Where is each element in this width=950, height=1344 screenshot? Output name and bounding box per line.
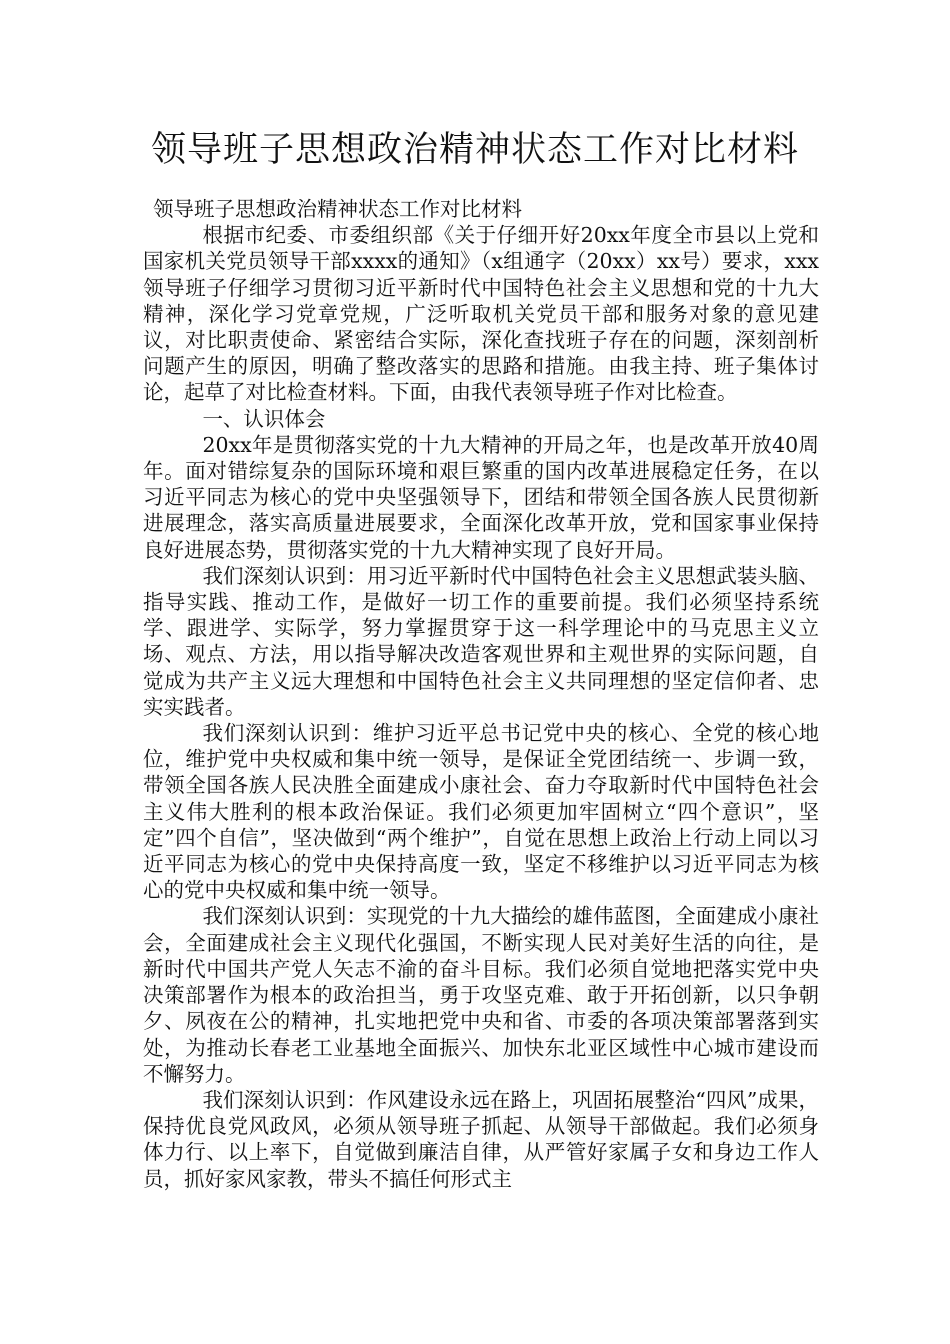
paragraph-intro: 根据市纪委、市委组织部《关于仔细开好20xx年度全市县以上党和国家机关党员领导干部xxxx的通知》（x组通字（20xx）xx号）要求，xxx领导班子仔细学习贯彻习近平新时代中国特色社会主义思想和党的十九大精神，深化学习党章党规，广泛听取机关党员干部和服务对象的意见建议，对比职责使命、紧密结合实际，深化查找班子存在的问题，深刻剖析问题产生的原因，明确了整改落实的思路和措施。由我主持、班子集体讨论，起草了对比检查材料。下面，由我代表领导班子作对比检查。 [143, 223, 819, 405]
document-subtitle: 领导班子思想政治精神状态工作对比材料 [153, 197, 522, 221]
section-heading: 一、认识体会 [202, 406, 326, 431]
paragraph: 20xx年是贯彻落实党的十九大精神的开局之年，也是改革开放40周年。面对错综复杂的国际环境和艰巨繁重的国内改革进展稳定任务，在以习近平同志为核心的党中央坚强领导下，团结和带领全国各族人民贯彻新进展理念，落实高质量进展要求，全面深化改革开放，党和国家事业保持良好进展态势，贯彻落实党的十九大精神实现了良好开局。 [143, 432, 819, 562]
document-title: 领导班子思想政治精神状态工作对比材料 [150, 130, 799, 170]
document-body [143, 196, 819, 1192]
paragraph: 我们深刻认识到：维护习近平总书记党中央的核心、全党的核心地位，维护党中央权威和集中统一领导，是保证全党团结统一、步调一致，带领全国各族人民决胜全面建成小康社会、奋力夺取新时代中国特色社会主义伟大胜利的根本政治保证。我们必须更加牢固树立“四个意识”，坚定”四个自信”，坚决做到“两个维护”，自觉在思想上政治上行动上同以习近平同志为核心的党中央保持高度一致，坚定不移维护以习近平同志为核心的党中央权威和集中统一领导。 [143, 721, 819, 903]
paragraph: 我们深刻认识到：用习近平新时代中国特色社会主义思想武装头脑、指导实践、推动工作，是做好一切工作的重要前提。我们必须坚持系统学、跟进学、实际学，努力掌握贯穿于这一科学理论中的马克思主义立场、观点、方法，用以指导解决改造客观世界和主观世界的实际问题，自觉成为共产主义远大理想和中国特色社会主义共同理想的坚定信仰者、忠实实践者。 [143, 563, 819, 719]
paragraph: 我们深刻认识到：作风建设永远在路上，巩固拓展整治“四风”成果，保持优良党风政风，必须从领导班子抓起、从领导干部做起。我们必须身体力行、以上率下，自觉做到廉洁自律，从严管好家属子女和身边工作人员，抓好家风家教，带头不搞任何形式主 [143, 1087, 819, 1191]
paragraph: 我们深刻认识到：实现党的十九大描绘的雄伟蓝图，全面建成小康社会，全面建成社会主义现代化强国，不断实现人民对美好生活的向往，是新时代中国共产党人矢志不渝的奋斗目标。我们必须自觉地把落实党中央决策部署作为根本的政治担当，勇于攻坚克难、敢于开拓创新，以只争朝夕、夙夜在公的精神，扎实地把党中央和省、市委的各项决策部署落到实处，为推动长春老工业基地全面振兴、加快东北亚区域性中心城市建设而不懈努力。 [143, 904, 819, 1086]
